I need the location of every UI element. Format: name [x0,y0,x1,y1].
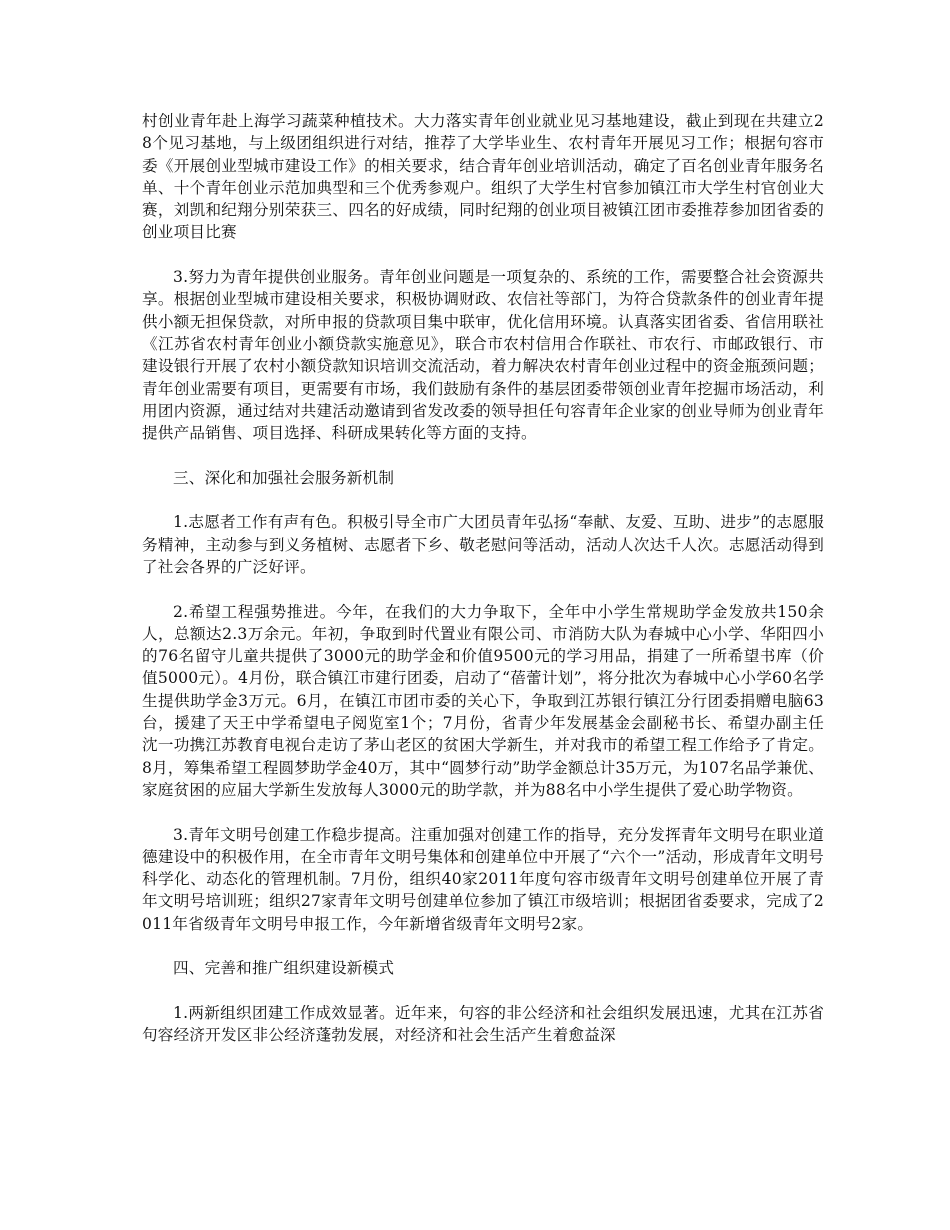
paragraph-entrepreneurship-service: 3.努力为青年提供创业服务。青年创业问题是一项复杂的、系统的工作，需要整合社会资源共享。根据创业型城市建设相关要求，积极协调财政、农信社等部门，为符合贷款条件的创业青年提供小额无担保贷款，对所申报的贷款项目集中联审，优化信用环境。认真落实团省委、省信用联社《江苏省农村青年创业小额贷款实施意见》，联合市农村信用合作联社、市农行、市邮政银行、市建设银行开展了农村小额贷款知识培训交流活动，着力解决农村青年创业过程中的资金瓶颈问题；青年创业需要有项目，更需要有市场，我们鼓励有条件的基层团委带领创业青年挖掘市场活动，利用团内资源，通过结对共建活动邀请到省发改委的领导担任句容青年企业家的创业导师为创业青年提供产品销售、项目选择、科研成果转化等方面的支持。 [142,268,824,443]
section-heading-social-service: 三、深化和加强社会服务新机制 [173,468,395,487]
paragraph-new-organizations: 1.两新组织团建工作成效显著。近年来，句容的非公经济和社会组织发展迅速，尤其在江苏省句容经济开发区非公经济蓬勃发展，对经济和社会生活产生着愈益深 [142,1003,824,1045]
paragraph-volunteer-work: 1.志愿者工作有声有色。积极引导全市广大团员青年弘扬“奉献、友爱、互助、进步”的志愿服务精神，主动参与到义务植树、志愿者下乡、敬老慰问等活动，活动人次达千人次。志愿活动得到了社会各界的广泛好评。 [142,513,824,576]
paragraph-continuation: 村创业青年赴上海学习蔬菜种植技术。大力落实青年创业就业见习基地建设，截止到现在共建立28个见习基地，与上级团组织进行对结，推荐了大学毕业生、农村青年开展见习工作；根据句容市委《开展创业型城市建设工作》的相关要求，结合青年创业培训活动，确定了百名创业青年服务名单、十个青年创业示范加典型和三个优秀参观户。组织了大学生村官参加镇江市大学生村官创业大赛，刘凯和纪翔分别荣获三、四名的好成绩，同时纪翔的创业项目被镇江团市委推荐参加团省委的创业项目比赛 [142,112,824,242]
section-heading-organization: 四、完善和推广组织建设新模式 [173,959,395,978]
paragraph-youth-civilization: 3.青年文明号创建工作稳步提高。注重加强对创建工作的指导，充分发挥青年文明号在职业道德建设中的积极作用，在全市青年文明号集体和创建单位中开展了“六个一”活动，形成青年文明号科学化、动态化的管理机制。7月份，组织40家2011年度句容市级青年文明号创建单位开展了青年文明号培训班；组织27家青年文明号创建单位参加了镇江市级培训；根据团省委要求，完成了2011年省级青年文明号申报工作，今年新增省级青年文明号2家。 [142,825,824,933]
paragraph-hope-project: 2.希望工程强势推进。今年，在我们的大力争取下，全年中小学生常规助学金发放共150余人，总额达2.3万余元。年初，争取到时代置业有限公司、市消防大队为春城中心小学、华阳四小的76名留守儿童共提供了3000元的助学金和价值9500元的学习用品，捐建了一所希望书库（价值5000元）。4月份，联合镇江市建行团委，启动了“蓓蕾计划”，将分批次为春城中心小学60名学生提供助学金3万元。6月，在镇江市团市委的关心下，争取到江苏银行镇江分行团委捐赠电脑63台，援建了天王中学希望电子阅览室1个；7月份，省青少年发展基金会副秘书长、希望办副主任沈一功携江苏教育电视台走访了茅山老区的贫困大学新生，并对我市的希望工程工作给予了肯定。8月，筹集希望工程圆梦助学金40万，其中“圆梦行动”助学金额总计35万元，为107名品学兼优、家庭贫困的应届大学新生发放每人3000元的助学款，并为88名中小学生提供了爱心助学物资。 [142,602,824,799]
document-page [142,110,824,1069]
